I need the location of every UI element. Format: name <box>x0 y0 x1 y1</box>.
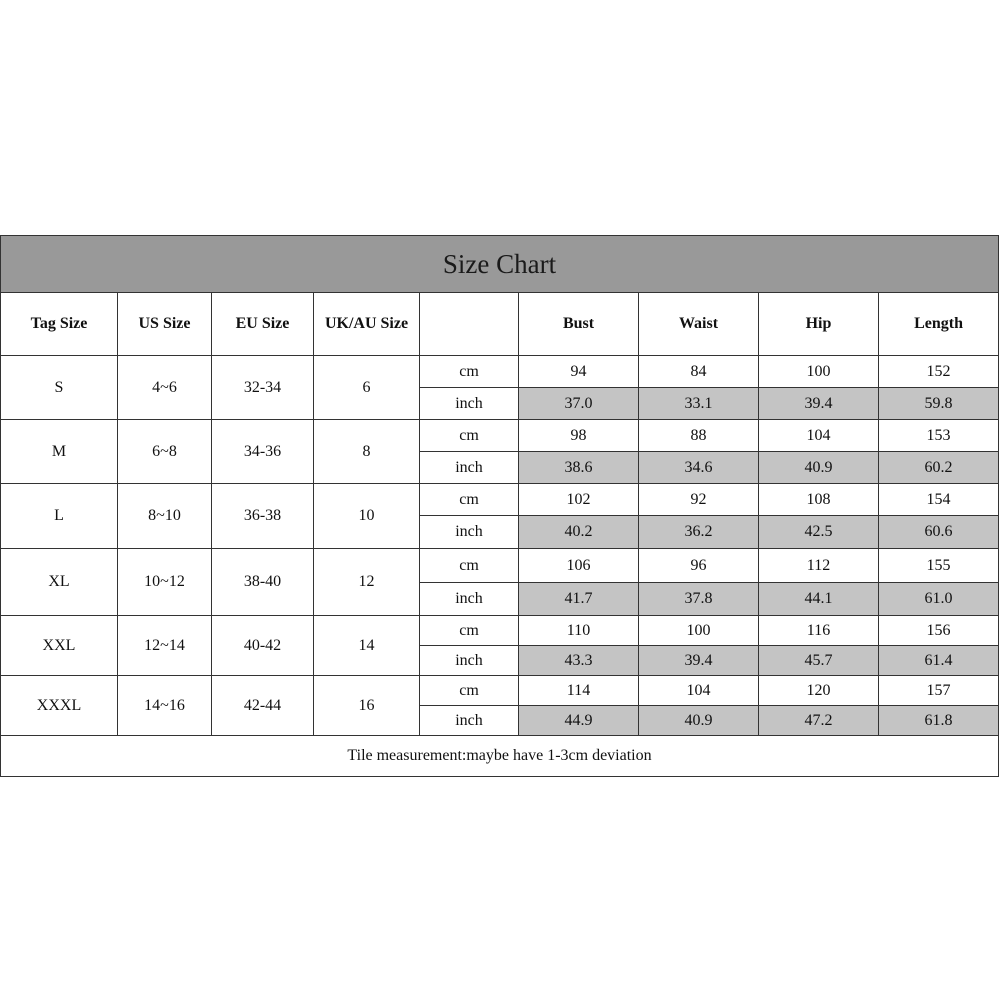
bust-cm-cell: 102 <box>519 484 639 516</box>
waist-cm-cell: 104 <box>639 676 759 706</box>
header-uk-au-size: UK/AU Size <box>314 293 420 356</box>
header-hip: Hip <box>759 293 879 356</box>
unit-inch-cell: inch <box>420 583 519 616</box>
unit-cm-cell: cm <box>420 420 519 452</box>
unit-inch-cell: inch <box>420 646 519 676</box>
eu-size-cell: 36-38 <box>212 484 314 549</box>
us-size-cell: 10~12 <box>118 549 212 616</box>
header-waist: Waist <box>639 293 759 356</box>
uk-au-size-cell: 6 <box>314 356 420 420</box>
waist-cm-cell: 84 <box>639 356 759 388</box>
hip-inch-cell: 42.5 <box>759 516 879 549</box>
waist-inch-cell: 36.2 <box>639 516 759 549</box>
unit-cm-cell: cm <box>420 549 519 583</box>
waist-inch-cell: 37.8 <box>639 583 759 616</box>
length-cm-cell: 154 <box>879 484 999 516</box>
header-tag-size: Tag Size <box>1 293 118 356</box>
waist-cm-cell: 100 <box>639 616 759 646</box>
unit-cm-cell: cm <box>420 616 519 646</box>
waist-cm-cell: 88 <box>639 420 759 452</box>
waist-inch-cell: 39.4 <box>639 646 759 676</box>
length-inch-cell: 61.8 <box>879 706 999 736</box>
waist-cm-cell: 96 <box>639 549 759 583</box>
length-cm-cell: 152 <box>879 356 999 388</box>
uk-au-size-cell: 10 <box>314 484 420 549</box>
hip-inch-cell: 45.7 <box>759 646 879 676</box>
uk-au-size-cell: 16 <box>314 676 420 736</box>
uk-au-size-cell: 8 <box>314 420 420 484</box>
table-row-cm <box>1 356 999 388</box>
us-size-cell: 8~10 <box>118 484 212 549</box>
note-row <box>1 736 999 777</box>
bust-inch-cell: 43.3 <box>519 646 639 676</box>
bust-cm-cell: 94 <box>519 356 639 388</box>
size-chart <box>0 235 998 777</box>
uk-au-size-cell: 12 <box>314 549 420 616</box>
us-size-cell: 6~8 <box>118 420 212 484</box>
bust-cm-cell: 110 <box>519 616 639 646</box>
waist-inch-cell: 33.1 <box>639 388 759 420</box>
tag-size-cell: XXL <box>1 616 118 676</box>
length-inch-cell: 59.8 <box>879 388 999 420</box>
eu-size-cell: 42-44 <box>212 676 314 736</box>
header-length: Length <box>879 293 999 356</box>
waist-cm-cell: 92 <box>639 484 759 516</box>
table-row-cm <box>1 484 999 516</box>
eu-size-cell: 38-40 <box>212 549 314 616</box>
tag-size-cell: XL <box>1 549 118 616</box>
table-row-cm <box>1 616 999 646</box>
chart-title: Size Chart <box>1 236 999 293</box>
tag-size-cell: XXXL <box>1 676 118 736</box>
uk-au-size-cell: 14 <box>314 616 420 676</box>
hip-cm-cell: 100 <box>759 356 879 388</box>
length-cm-cell: 155 <box>879 549 999 583</box>
hip-inch-cell: 44.1 <box>759 583 879 616</box>
unit-cm-cell: cm <box>420 356 519 388</box>
bust-cm-cell: 106 <box>519 549 639 583</box>
unit-inch-cell: inch <box>420 388 519 420</box>
bust-inch-cell: 37.0 <box>519 388 639 420</box>
length-inch-cell: 60.2 <box>879 452 999 484</box>
waist-inch-cell: 40.9 <box>639 706 759 736</box>
unit-inch-cell: inch <box>420 706 519 736</box>
unit-cm-cell: cm <box>420 676 519 706</box>
us-size-cell: 12~14 <box>118 616 212 676</box>
measurement-note: Tile measurement:maybe have 1-3cm deviation <box>1 736 999 777</box>
header-unit <box>420 293 519 356</box>
header-us-size: US Size <box>118 293 212 356</box>
tag-size-cell: M <box>1 420 118 484</box>
eu-size-cell: 32-34 <box>212 356 314 420</box>
header-row <box>1 293 999 356</box>
unit-inch-cell: inch <box>420 452 519 484</box>
bust-inch-cell: 40.2 <box>519 516 639 549</box>
hip-cm-cell: 120 <box>759 676 879 706</box>
tag-size-cell: L <box>1 484 118 549</box>
unit-inch-cell: inch <box>420 516 519 549</box>
hip-inch-cell: 40.9 <box>759 452 879 484</box>
size-chart-table <box>0 235 999 777</box>
hip-cm-cell: 112 <box>759 549 879 583</box>
length-cm-cell: 157 <box>879 676 999 706</box>
hip-cm-cell: 108 <box>759 484 879 516</box>
unit-cm-cell: cm <box>420 484 519 516</box>
us-size-cell: 14~16 <box>118 676 212 736</box>
eu-size-cell: 40-42 <box>212 616 314 676</box>
hip-inch-cell: 39.4 <box>759 388 879 420</box>
hip-cm-cell: 116 <box>759 616 879 646</box>
length-cm-cell: 153 <box>879 420 999 452</box>
header-eu-size: EU Size <box>212 293 314 356</box>
eu-size-cell: 34-36 <box>212 420 314 484</box>
length-cm-cell: 156 <box>879 616 999 646</box>
us-size-cell: 4~6 <box>118 356 212 420</box>
waist-inch-cell: 34.6 <box>639 452 759 484</box>
hip-cm-cell: 104 <box>759 420 879 452</box>
length-inch-cell: 60.6 <box>879 516 999 549</box>
bust-cm-cell: 98 <box>519 420 639 452</box>
bust-inch-cell: 38.6 <box>519 452 639 484</box>
table-row-cm <box>1 420 999 452</box>
table-row-cm <box>1 676 999 706</box>
bust-inch-cell: 44.9 <box>519 706 639 736</box>
table-row-cm <box>1 549 999 583</box>
bust-cm-cell: 114 <box>519 676 639 706</box>
length-inch-cell: 61.4 <box>879 646 999 676</box>
length-inch-cell: 61.0 <box>879 583 999 616</box>
bust-inch-cell: 41.7 <box>519 583 639 616</box>
hip-inch-cell: 47.2 <box>759 706 879 736</box>
header-bust: Bust <box>519 293 639 356</box>
tag-size-cell: S <box>1 356 118 420</box>
